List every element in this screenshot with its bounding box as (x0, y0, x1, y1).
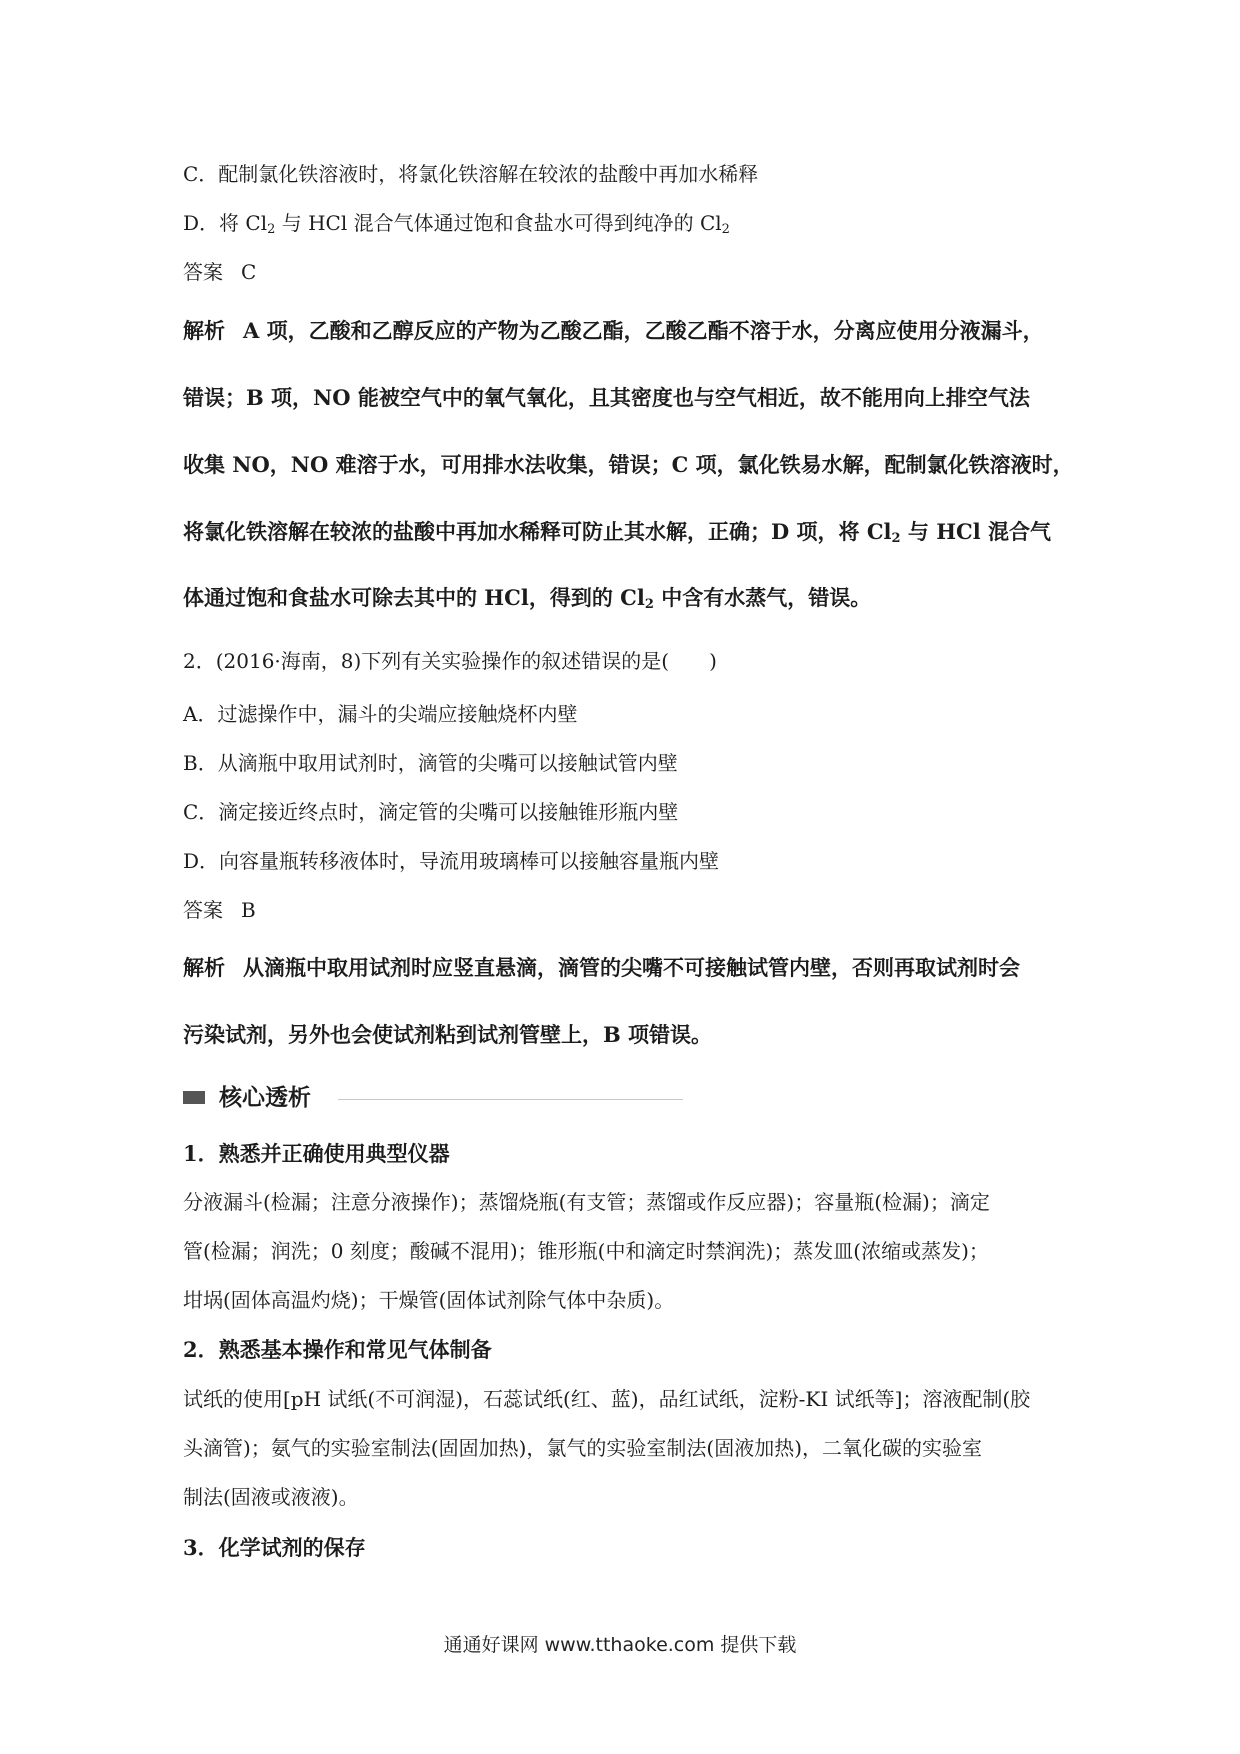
q1-analysis-line5-b: 中含有水蒸气，错误。 (653, 585, 872, 610)
q1-analysis-line5-a: 体通过饱和食盐水可除去其中的 HCl，得到的 Cl (183, 585, 645, 610)
q1-option-d-mid: 与 HCl 混合气体通过饱和食盐水可得到纯净的 Cl (275, 211, 722, 235)
point-1-title: 1．熟悉并正确使用典型仪器 (183, 1141, 450, 1166)
point-2-line2: 头滴管)；氨气的实验室制法(固固加热)，氯气的实验室制法(固液加热)，二氧化碳的实验室 (183, 1436, 983, 1460)
q1-option-d-sub2: 2 (721, 222, 730, 237)
q1-option-d-prefix: D．将 Cl (183, 211, 268, 235)
q2-answer-value: B (241, 898, 256, 922)
q2-analysis-line2: 污染试剂，另外也会使试剂粘到试剂管壁上，B 项错误。 (183, 1022, 713, 1047)
section-divider (338, 1099, 683, 1100)
section-heading (183, 1078, 683, 1118)
q1-answer-tag: 答案 (183, 260, 223, 284)
q1-analysis-line5 (183, 584, 1063, 612)
q1-analysis-line3: 收集 NO，NO 难溶于水，可用排水法收集，错误；C 项，氯化铁易水解，配制氯化铁溶液时， (183, 452, 1074, 477)
q1-answer (183, 258, 1063, 286)
point-1-line1: 分液漏斗(检漏；注意分液操作)；蒸馏烧瓶(有支管；蒸馏或作反应器)；容量瓶(检漏)；滴定 (183, 1190, 990, 1214)
q1-analysis-line1 (183, 317, 1063, 345)
q2-stem: 2．(2016·海南，8)下列有关实验操作的叙述错误的是( ) (183, 649, 717, 673)
q1-analysis-line2: 错误；B 项，NO 能被空气中的氧气氧化，且其密度也与空气相近，故不能用向上排空气法 (183, 385, 1030, 410)
q1-analysis-text1: A 项，乙酸和乙醇反应的产物为乙酸乙酯，乙酸乙酯不溶于水，分离应使用分液漏斗， (243, 318, 1044, 343)
footer-text: 通通好课网 www.tthaoke.com 提供下载 (443, 1634, 797, 1656)
point-1-line3: 坩埚(固体高温灼烧)；干燥管(固体试剂除气体中杂质)。 (183, 1288, 675, 1312)
q1-analysis-line4-b: 与 HCl 混合气 (900, 519, 1052, 544)
q1-option-c: C．配制氯化铁溶液时，将氯化铁溶解在较浓的盐酸中再加水稀释 (183, 162, 759, 186)
q2-option-d: D．向容量瓶转移液体时，导流用玻璃棒可以接触容量瓶内壁 (183, 849, 720, 873)
section-title: 核心透析 (219, 1085, 311, 1111)
q1-option-d-sub1: 2 (267, 222, 276, 237)
point-2-title: 2．熟悉基本操作和常见气体制备 (183, 1337, 492, 1362)
q1-answer-value: C (241, 260, 257, 284)
section-square-icon (183, 1091, 205, 1104)
q2-answer (183, 896, 1063, 924)
point-2-line1: 试纸的使用[pH 试纸(不可润湿)，石蕊试纸(红、蓝)，品红试纸，淀粉-KI 试纸等]；溶液配制(胶 (183, 1387, 1031, 1411)
q1-analysis-line4-sub: 2 (891, 531, 901, 546)
q1-option-d (183, 209, 1063, 237)
q1-analysis-tag: 解析 (183, 318, 225, 343)
q2-option-b: B．从滴瓶中取用试剂时，滴管的尖嘴可以接触试管内壁 (183, 751, 678, 775)
q1-analysis-line4-a: 将氯化铁溶解在较浓的盐酸中再加水稀释可防止其水解，正确；D 项，将 Cl (183, 519, 892, 544)
point-3-title: 3．化学试剂的保存 (183, 1535, 366, 1560)
q1-analysis-line5-sub: 2 (644, 597, 654, 612)
q2-option-a: A．过滤操作中，漏斗的尖端应接触烧杯内壁 (183, 702, 578, 726)
q2-answer-tag: 答案 (183, 898, 223, 922)
q1-analysis-line4 (183, 518, 1063, 546)
q2-analysis-tag: 解析 (183, 955, 225, 980)
q2-analysis-line1 (183, 954, 1063, 982)
point-1-line2: 管(检漏；润洗；0 刻度；酸碱不混用)；锥形瓶(中和滴定时禁润洗)；蒸发皿(浓缩或蒸发)； (183, 1239, 989, 1263)
point-2-line3: 制法(固液或液液)。 (183, 1485, 359, 1509)
q2-option-c: C．滴定接近终点时，滴定管的尖嘴可以接触锥形瓶内壁 (183, 800, 679, 824)
q2-analysis-text1: 从滴瓶中取用试剂时应竖直悬滴，滴管的尖嘴不可接触试管内壁，否则再取试剂时会 (243, 955, 1020, 980)
